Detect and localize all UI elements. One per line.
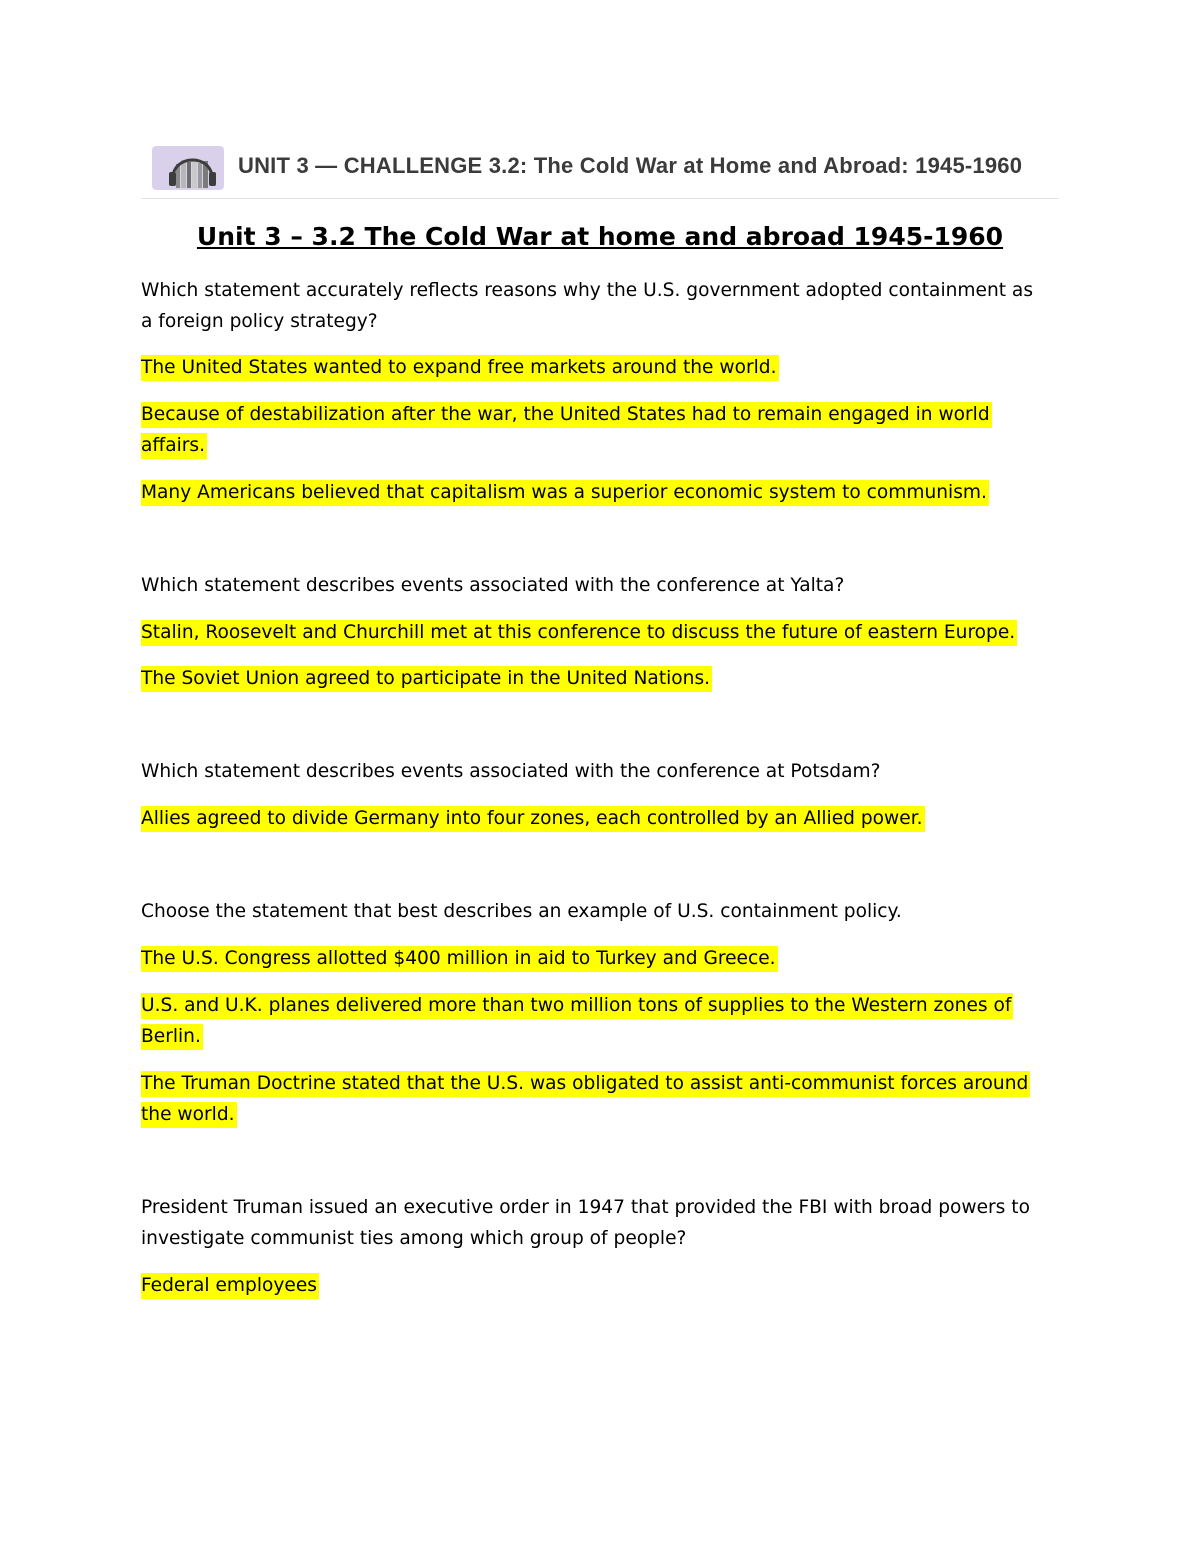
highlighted-answer: Because of destabilization after the war, the United States had to remain engaged in world: [141, 402, 992, 428]
headphones-books-icon: [152, 146, 224, 190]
question-1-line-1: Which statement accurately reflects reasons why the U.S. government adopted containment as: [141, 280, 1034, 301]
answer-3-1: [141, 803, 925, 834]
highlighted-answer: U.S. and U.K. planes delivered more than two million tons of supplies to the Western zones of: [141, 993, 1013, 1019]
question-5-line-2: investigate communist ties among which group of people?: [141, 1228, 687, 1249]
answer-4-2-line-1: [141, 990, 1013, 1021]
answer-1-2-line-2: [141, 430, 207, 461]
highlighted-answer: The U.S. Congress allotted $400 million in aid to Turkey and Greece.: [141, 946, 778, 972]
question-5-line-1: President Truman issued an executive order in 1947 that provided the FBI with broad powers to: [141, 1197, 1030, 1218]
answer-5-1: [141, 1270, 319, 1301]
answer-1-1: [141, 352, 779, 383]
answer-2-1: [141, 617, 1017, 648]
highlighted-answer: The Truman Doctrine stated that the U.S. was obligated to assist anti-communist forces around: [141, 1071, 1030, 1097]
highlighted-answer: Berlin.: [141, 1024, 203, 1050]
question-4-line-1: Choose the statement that best describes an example of U.S. containment policy.: [141, 901, 902, 922]
question-1-line-2: a foreign policy strategy?: [141, 311, 378, 332]
highlighted-answer: Federal employees: [141, 1273, 319, 1299]
highlighted-answer: Allies agreed to divide Germany into four zones, each controlled by an Allied power.: [141, 806, 925, 832]
highlighted-answer: The United States wanted to expand free markets around the world.: [141, 355, 779, 381]
document-title: Unit 3 – 3.2 The Cold War at home and abroad 1945-1960: [196, 222, 1004, 251]
highlighted-answer: The Soviet Union agreed to participate in the United Nations.: [141, 666, 712, 692]
answer-4-1: [141, 943, 778, 974]
challenge-banner: [141, 140, 1059, 199]
answer-1-3: [141, 477, 989, 508]
answer-4-3-line-1: [141, 1068, 1030, 1099]
question-3-line-1: Which statement describes events associated with the conference at Potsdam?: [141, 761, 881, 782]
highlighted-answer: Many Americans believed that capitalism was a superior economic system to communism.: [141, 480, 989, 506]
answer-4-3-line-2: [141, 1099, 237, 1130]
answer-1-2-line-1: [141, 399, 992, 430]
highlighted-answer: the world.: [141, 1102, 237, 1128]
answer-4-2-line-2: [141, 1021, 203, 1052]
question-2-line-1: Which statement describes events associated with the conference at Yalta?: [141, 575, 845, 596]
highlighted-answer: affairs.: [141, 433, 207, 459]
banner-title: UNIT 3 — CHALLENGE 3.2: The Cold War at Home and Abroad: 1945-1960: [238, 153, 1023, 178]
highlighted-answer: Stalin, Roosevelt and Churchill met at this conference to discuss the future of eastern Europe.: [141, 620, 1017, 646]
answer-2-2: [141, 663, 712, 694]
